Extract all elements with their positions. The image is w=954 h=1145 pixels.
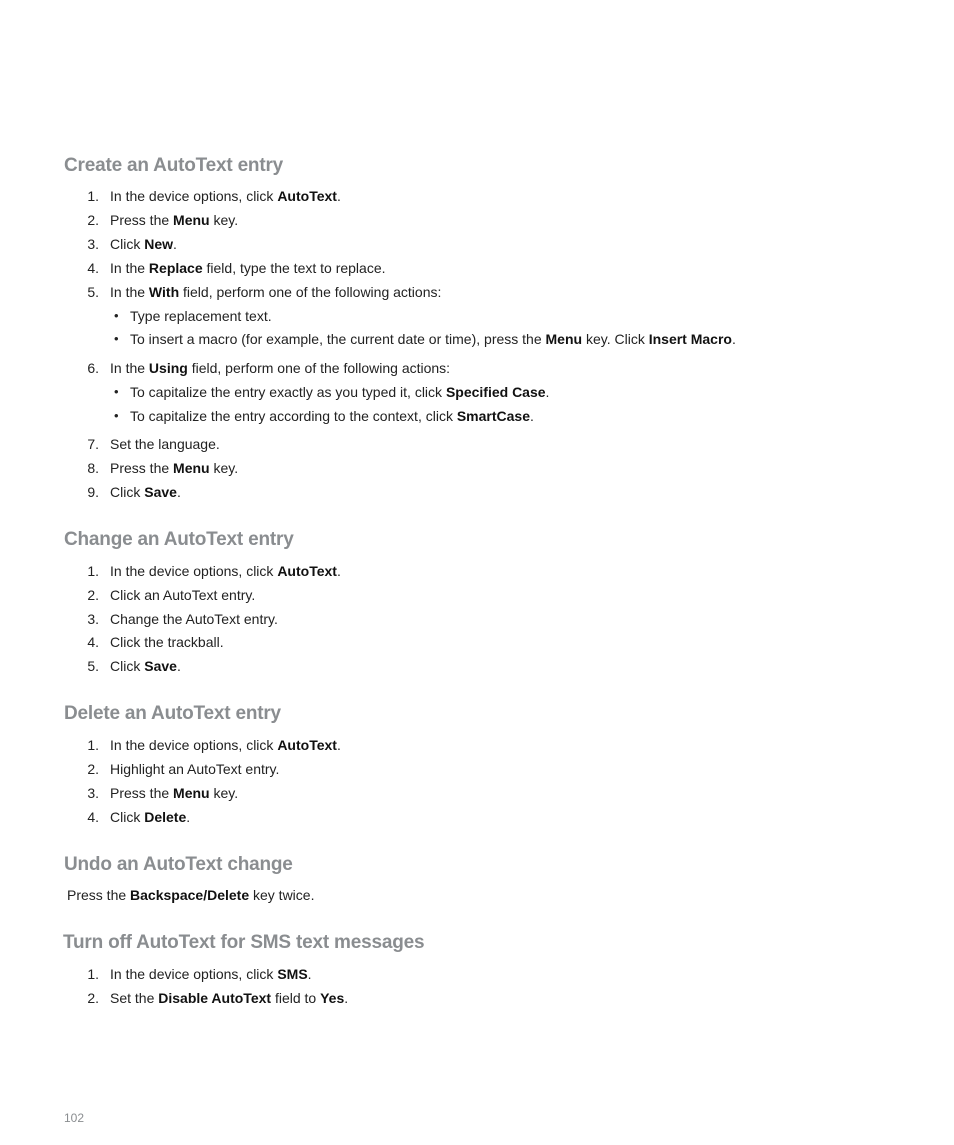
step-number: 5.: [87, 284, 99, 300]
section-title-delete: Delete an AutoText entry: [64, 703, 281, 724]
step-text: In the device options, click AutoText.: [110, 563, 341, 579]
step-text: Click Delete.: [110, 809, 191, 825]
step-number: 3.: [87, 236, 99, 252]
step-text: In the Replace field, type the text to replace.: [110, 260, 386, 276]
step-text: Highlight an AutoText entry.: [110, 761, 280, 777]
bullet-icon: •: [114, 384, 119, 399]
bullet-icon: •: [114, 331, 119, 346]
step-number: 1.: [87, 188, 99, 204]
step-text: In the device options, click SMS.: [110, 966, 312, 982]
bullet-text: To capitalize the entry according to the context, click SmartCase.: [130, 408, 534, 424]
step-number: 3.: [87, 785, 99, 801]
paragraph: Press the Backspace/Delete key twice.: [67, 887, 315, 903]
section-title-sms: Turn off AutoText for SMS text messages: [63, 932, 425, 953]
step-number: 9.: [87, 484, 99, 500]
step-text: In the device options, click AutoText.: [110, 188, 341, 204]
step-number: 1.: [87, 966, 99, 982]
section-title-create: Create an AutoText entry: [64, 155, 284, 176]
bullet-icon: •: [114, 408, 119, 423]
step-text: Change the AutoText entry.: [110, 611, 278, 627]
section-title-change: Change an AutoText entry: [64, 529, 294, 550]
bullet-text: To capitalize the entry exactly as you typed it, click Specified Case.: [130, 384, 550, 400]
step-text: Click the trackball.: [110, 634, 224, 650]
step-text: In the device options, click AutoText.: [110, 737, 341, 753]
section-title-undo: Undo an AutoText change: [64, 854, 293, 875]
step-number: 2.: [87, 212, 99, 228]
step-number: 1.: [87, 737, 99, 753]
step-text: Click Save.: [110, 484, 181, 500]
step-number: 5.: [87, 658, 99, 674]
step-number: 2.: [87, 761, 99, 777]
step-number: 6.: [87, 360, 99, 376]
step-text: Click an AutoText entry.: [110, 587, 256, 603]
step-number: 3.: [87, 611, 99, 627]
step-text: Press the Menu key.: [110, 785, 239, 801]
step-number: 4.: [87, 260, 99, 276]
step-text: Set the Disable AutoText field to Yes.: [110, 990, 349, 1006]
bullet-icon: •: [114, 308, 119, 323]
step-text: Press the Menu key.: [110, 460, 239, 476]
page-number: 102: [64, 1111, 85, 1125]
step-number: 4.: [87, 809, 99, 825]
step-number: 4.: [87, 634, 99, 650]
step-text: Click New.: [110, 236, 177, 252]
step-number: 2.: [87, 990, 99, 1006]
bullet-text: To insert a macro (for example, the current date or time), press the Menu key. Click Insert Macro.: [130, 331, 736, 347]
step-text: In the Using field, perform one of the following actions:: [110, 360, 451, 376]
bullet-text: Type replacement text.: [130, 308, 272, 324]
step-text: In the With field, perform one of the following actions:: [110, 284, 442, 300]
step-text: Click Save.: [110, 658, 181, 674]
step-number: 8.: [87, 460, 99, 476]
step-number: 2.: [87, 587, 99, 603]
step-text: Set the language.: [110, 436, 220, 452]
step-number: 7.: [87, 436, 99, 452]
step-text: Press the Menu key.: [110, 212, 239, 228]
step-number: 1.: [87, 563, 99, 579]
